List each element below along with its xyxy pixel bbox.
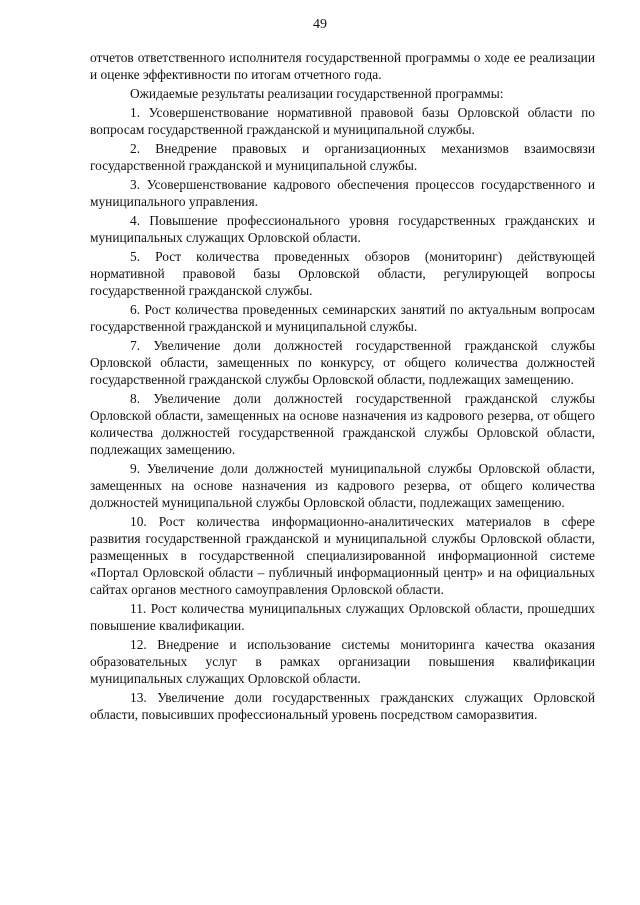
paragraph-result-13: 13. Увеличение доли государственных гражданских служащих Орловской области, повысивших профессиональный уровень посредством саморазвития. <box>90 690 595 722</box>
paragraph-continuation: отчетов ответственного исполнителя государственной программы о ходе ее реализации и оценке эффективности по итогам отчетного года. <box>90 50 595 82</box>
paragraph-result-5: 5. Рост количества проведенных обзоров (мониторинг) действующей нормативной правовой базы Орловской области, регулирующей вопросы государственной гражданской службы. <box>90 249 595 298</box>
paragraph-result-8: 8. Увеличение доли должностей государственной гражданской службы Орловской области, замещенных на основе назначения из кадрового резерва, от общего количества должностей государственной гражданской службы Орловской области, подлежащих замещению. <box>90 391 595 457</box>
paragraph-result-12: 12. Внедрение и использование системы мониторинга качества оказания образовательных услуг в рамках организации повышения квалификации муниципальных служащих Орловской области. <box>90 637 595 686</box>
paragraph-result-9: 9. Увеличение доли должностей муниципальной службы Орловской области, замещенных на основе назначения из кадрового резерва, от общего количества должностей муниципальной службы Орловской области, подлежащих замещению. <box>90 461 595 510</box>
document-body <box>90 49 595 723</box>
paragraph-result-6: 6. Рост количества проведенных семинарских занятий по актуальным вопросам государственной гражданской и муниципальной службы. <box>90 302 595 334</box>
paragraph-result-7: 7. Увеличение доли должностей государственной гражданской службы Орловской области, замещенных по конкурсу, от общего количества должностей государственной гражданской службы Орловской области, подлежащих замещению. <box>90 338 595 387</box>
page-number: 49 <box>313 17 327 32</box>
paragraph-result-11: 11. Рост количества муниципальных служащих Орловской области, прошедших повышение квалификации. <box>90 601 595 633</box>
paragraph-result-3: 3. Усовершенствование кадрового обеспечения процессов государственного и муниципального управления. <box>90 177 595 209</box>
paragraph-result-1: 1. Усовершенствование нормативной правовой базы Орловской области по вопросам государственной гражданской и муниципальной службы. <box>90 105 595 137</box>
paragraph-result-2: 2. Внедрение правовых и организационных механизмов взаимосвязи государственной гражданской и муниципальной службы. <box>90 141 595 173</box>
paragraph-result-10: 10. Рост количества информационно-аналитических материалов в сфере развития государственной гражданской и муниципальной службы Орловской области, размещенных в государственной специализированной информационной системе «Портал Орловской области – публичный информационный центр» и на официальных сайтах органов местного самоуправления Орловской области. <box>90 514 595 597</box>
paragraph-result-4: 4. Повышение профессионального уровня государственных гражданских и муниципальных служащих Орловской области. <box>90 213 595 245</box>
paragraph-results-heading: Ожидаемые результаты реализации государственной программы: <box>130 86 504 101</box>
